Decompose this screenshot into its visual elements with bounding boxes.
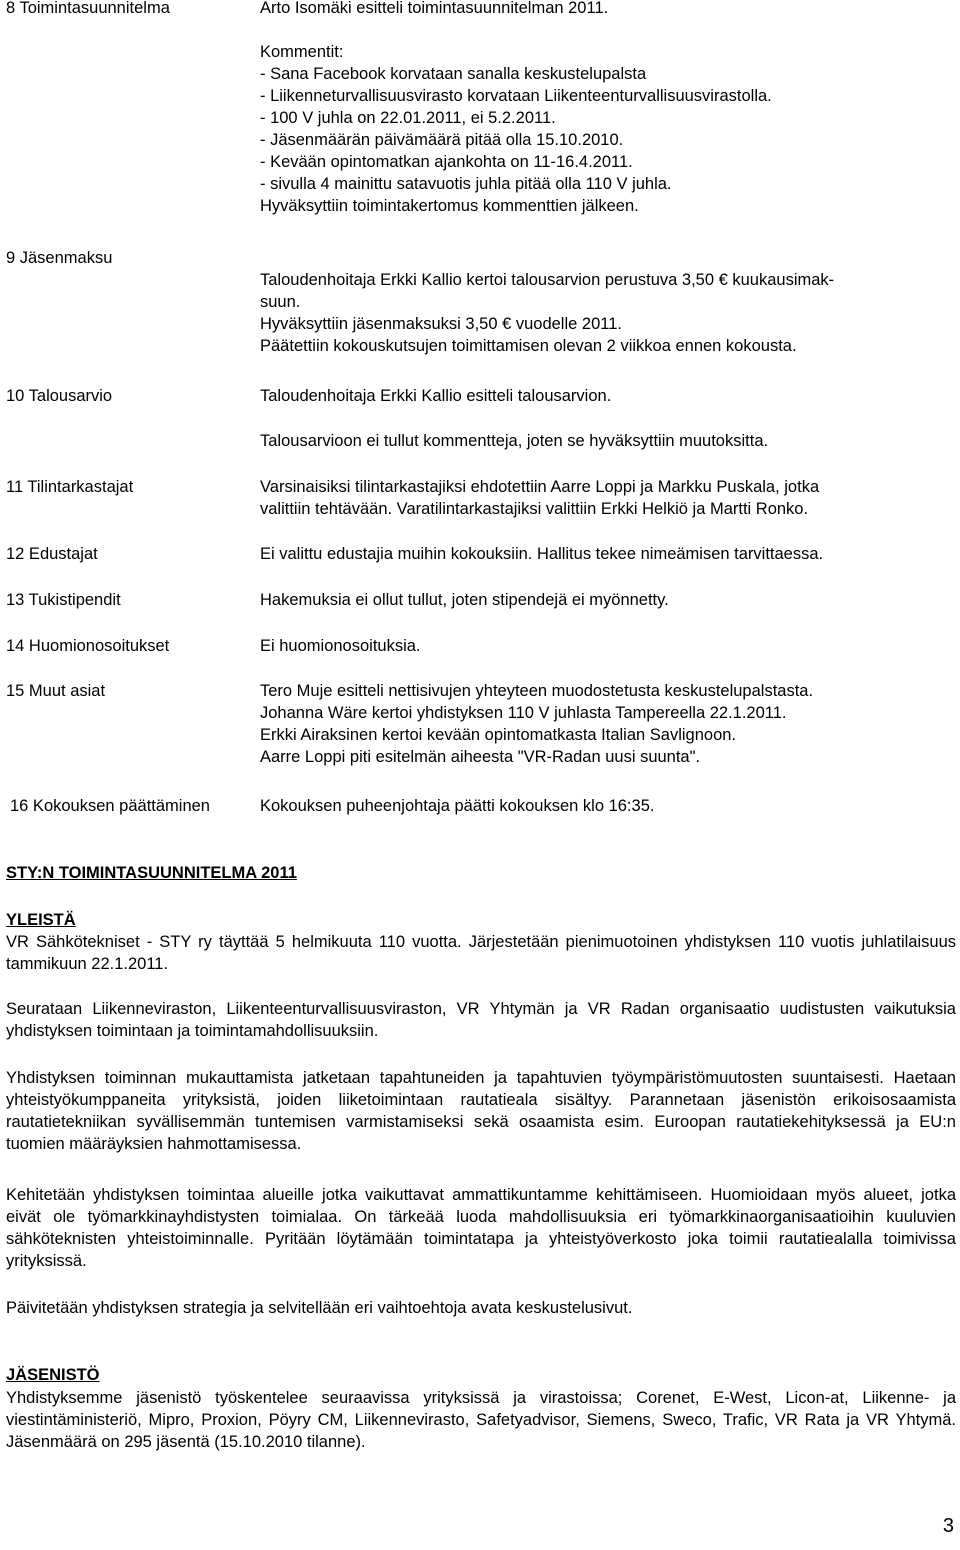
section-line: Varsinaisiksi tilintarkastajiksi ehdotettiin Aarre Loppi ja Markku Puskala, jotka: [260, 478, 820, 496]
paragraph: Seurataan Liikenneviraston, Liikenteenturvallisuusviraston, VR Yhtymän ja VR Radan organisaatio uudistusten vaikutuksia yhdistyksen toimintaan ja toimintamahdollisuuksiin.: [6, 1000, 956, 1040]
section-heading-yleista: YLEISTÄ: [6, 911, 76, 929]
section-label-12: 12 Edustajat: [6, 545, 98, 563]
section-body-10: [260, 385, 955, 452]
section-line: Hyväksyttiin toimintakertomus kommenttien jälkeen.: [260, 197, 639, 215]
section-body-12: [260, 543, 955, 565]
section-label-8: 8 Toimintasuunnitelma: [6, 0, 170, 17]
section-line: Johanna Wäre kertoi yhdistyksen 110 V juhlasta Tampereella 22.1.2011.: [260, 704, 787, 722]
section-line: - Jäsenmäärän päivämäärä pitää olla 15.10.2010.: [260, 131, 624, 149]
paragraph: Yhdistyksemme jäsenistö työskentelee seuraavissa yrityksissä ja virastoissa; Corenet, E-West, Licon-at, Liikenne- ja viestintäministeriö, Mipro, Proxion, Pöyry CM, Liikennevirasto, Safetyadvisor, Siemens, Sweco, Trafic, VR Rata ja VR Yhtymä. Jäsenmäärä on 295 jäsentä (15.10.2010 tilanne).: [6, 1389, 956, 1451]
section-line: - 100 V juhla on 22.01.2011, ei 5.2.2011.: [260, 109, 556, 127]
section-line: Arto Isomäki esitteli toimintasuunnitelman 2011.: [260, 0, 609, 17]
section-line: - Liikenneturvallisuusvirasto korvataan Liikenteenturvallisuusvirastolla.: [260, 87, 772, 105]
section-line: - sivulla 4 mainittu satavuotis juhla pitää olla 110 V juhla.: [260, 175, 672, 193]
section-label-14: 14 Huomionosoitukset: [6, 637, 170, 655]
page-number: 3: [942, 1515, 954, 1537]
section-line: Hakemuksia ei ollut tullut, joten stipendejä ei myönnetty.: [260, 591, 669, 609]
section-line: Taloudenhoitaja Erkki Kallio kertoi talousarvion perustuva 3,50 € kuukausimak-: [260, 271, 835, 289]
section-label-15: 15 Muut asiat: [6, 682, 106, 700]
section-body-8: [260, 0, 955, 217]
section-line: Kommentit:: [260, 43, 344, 61]
section-label-13: 13 Tukistipendit: [6, 591, 121, 609]
section-body-16: [260, 795, 955, 817]
section-body-13: [260, 589, 955, 611]
paragraph: Yhdistyksen toiminnan mukauttamista jatketaan tapahtuneiden ja tapahtuvien työympäristömuutosten suuntaisesti. Haetaan yhteistyökumppaneita yrityksistä, joiden liiketoimintaan rautatieala sisältyy. Parannetaan jäsenistön erikoisosaamista rautatietekniikan syvällisemmän tuntemisen varmistamiseksi sekä osaamista esim. Euroopan rautatiekehityksessä ja EU:n tuomien määräyksien hahmottamisessa.: [6, 1069, 956, 1153]
section-body-15: [260, 680, 955, 768]
section-body-9: [260, 269, 955, 357]
section-line: valittiin tehtävään. Varatilintarkastajiksi valittiin Erkki Helkiö ja Martti Ronko.: [260, 500, 809, 518]
section-line: - Sana Facebook korvataan sanalla keskustelupalsta: [260, 65, 647, 83]
plan-title: STY:N TOIMINTASUUNNITELMA 2011: [6, 864, 297, 882]
section-label-11: 11 Tilintarkastajat: [6, 478, 134, 496]
section-heading-jasenisto: JÄSENISTÖ: [6, 1366, 100, 1384]
section-line: Ei valittu edustajia muihin kokouksiin. Hallitus tekee nimeämisen tarvittaessa.: [260, 545, 824, 563]
section-label-16: 16 Kokouksen päättäminen: [10, 797, 210, 815]
section-line: Erkki Airaksinen kertoi kevään opintomatkasta Italian Savlignoon.: [260, 726, 737, 744]
section-body-14: [260, 635, 955, 657]
section-line: Talousarvioon ei tullut kommentteja, joten se hyväksyttiin muutoksitta.: [260, 432, 769, 450]
section-line: Tero Muje esitteli nettisivujen yhteyteen muodostetusta keskustelupalstasta.: [260, 682, 814, 700]
paragraph: Päivitetään yhdistyksen strategia ja selvitellään eri vaihtoehtoja avata keskustelusivut.: [6, 1299, 633, 1317]
section-line: Hyväksyttiin jäsenmaksuksi 3,50 € vuodelle 2011.: [260, 315, 622, 333]
section-label-10: 10 Talousarvio: [6, 387, 113, 405]
section-line: suun.: [260, 293, 301, 311]
paragraph: VR Sähkötekniset - STY ry täyttää 5 helmikuuta 110 vuotta. Järjestetään pienimuotoinen yhdistyksen 110 vuotis juhlatilaisuus tammikuun 22.1.2011.: [6, 933, 956, 973]
section-body-11: [260, 476, 955, 520]
section-line: Kokouksen puheenjohtaja päätti kokouksen klo 16:35.: [260, 797, 655, 815]
paragraph: Kehitetään yhdistyksen toimintaa alueille jotka vaikuttavat ammattikuntamme kehittämiseen. Huomioidaan myös alueet, jotka eivät ole työmarkkinayhdistysten toimialaa. On tärkeää luoda mahdollisuuksia eri työmarkkinaorganisaatioihin kuuluvien sähköteknisten yhteistoiminnalle. Pyritään löytämään toimintatapa ja yhteistyöverkosto joka toimii rautatiealalla toimivissa yrityksissä.: [6, 1186, 956, 1270]
section-line: - Kevään opintomatkan ajankohta on 11-16.4.2011.: [260, 153, 633, 171]
section-label-9: 9 Jäsenmaksu: [6, 249, 113, 267]
section-line: Ei huomionosoituksia.: [260, 637, 421, 655]
section-line: Taloudenhoitaja Erkki Kallio esitteli talousarvion.: [260, 387, 612, 405]
section-line: Aarre Loppi piti esitelmän aiheesta "VR-Radan uusi suunta".: [260, 748, 701, 766]
section-line: Päätettiin kokouskutsujen toimittamisen olevan 2 viikkoa ennen kokousta.: [260, 337, 797, 355]
